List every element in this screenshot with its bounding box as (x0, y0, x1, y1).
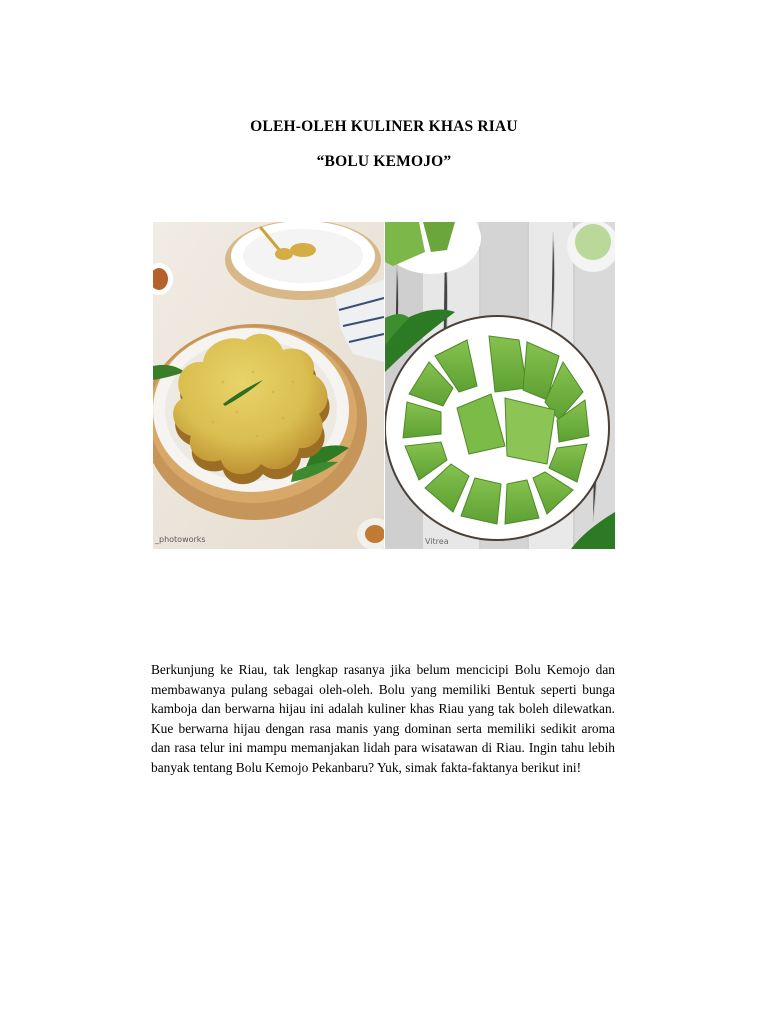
photo-left-watermark: _photoworks (155, 535, 206, 544)
photo-bolu-kemojo-whole (153, 222, 384, 549)
photo-bolu-kemojo-sliced (385, 222, 615, 549)
photo-right-watermark: Vitrea (425, 537, 449, 546)
document-title: OLEH-OLEH KULINER KHAS RIAU (250, 118, 518, 135)
document-subtitle: “BOLU KEMOJO” (316, 153, 452, 170)
intro-paragraph: Berkunjung ke Riau, tak lengkap rasanya jika belum mencicipi Bolu Kemojo dan membawanya pulang sebagai oleh-oleh. Bolu yang memiliki Bentuk seperti bunga kamboja dan berwarna hijau ini adalah kuliner khas Riau yang tak boleh dilewatkan. Kue berwarna hijau dengan rasa manis yang dominan serta memiliki sedikit aroma dan rasa telur ini mampu memanjakan lidah para wisatawan di Riau. Ingin tahu lebih banyak tentang Bolu Kemojo Pekanbaru? Yuk, simak fakta-faktanya berikut ini! (151, 662, 615, 775)
